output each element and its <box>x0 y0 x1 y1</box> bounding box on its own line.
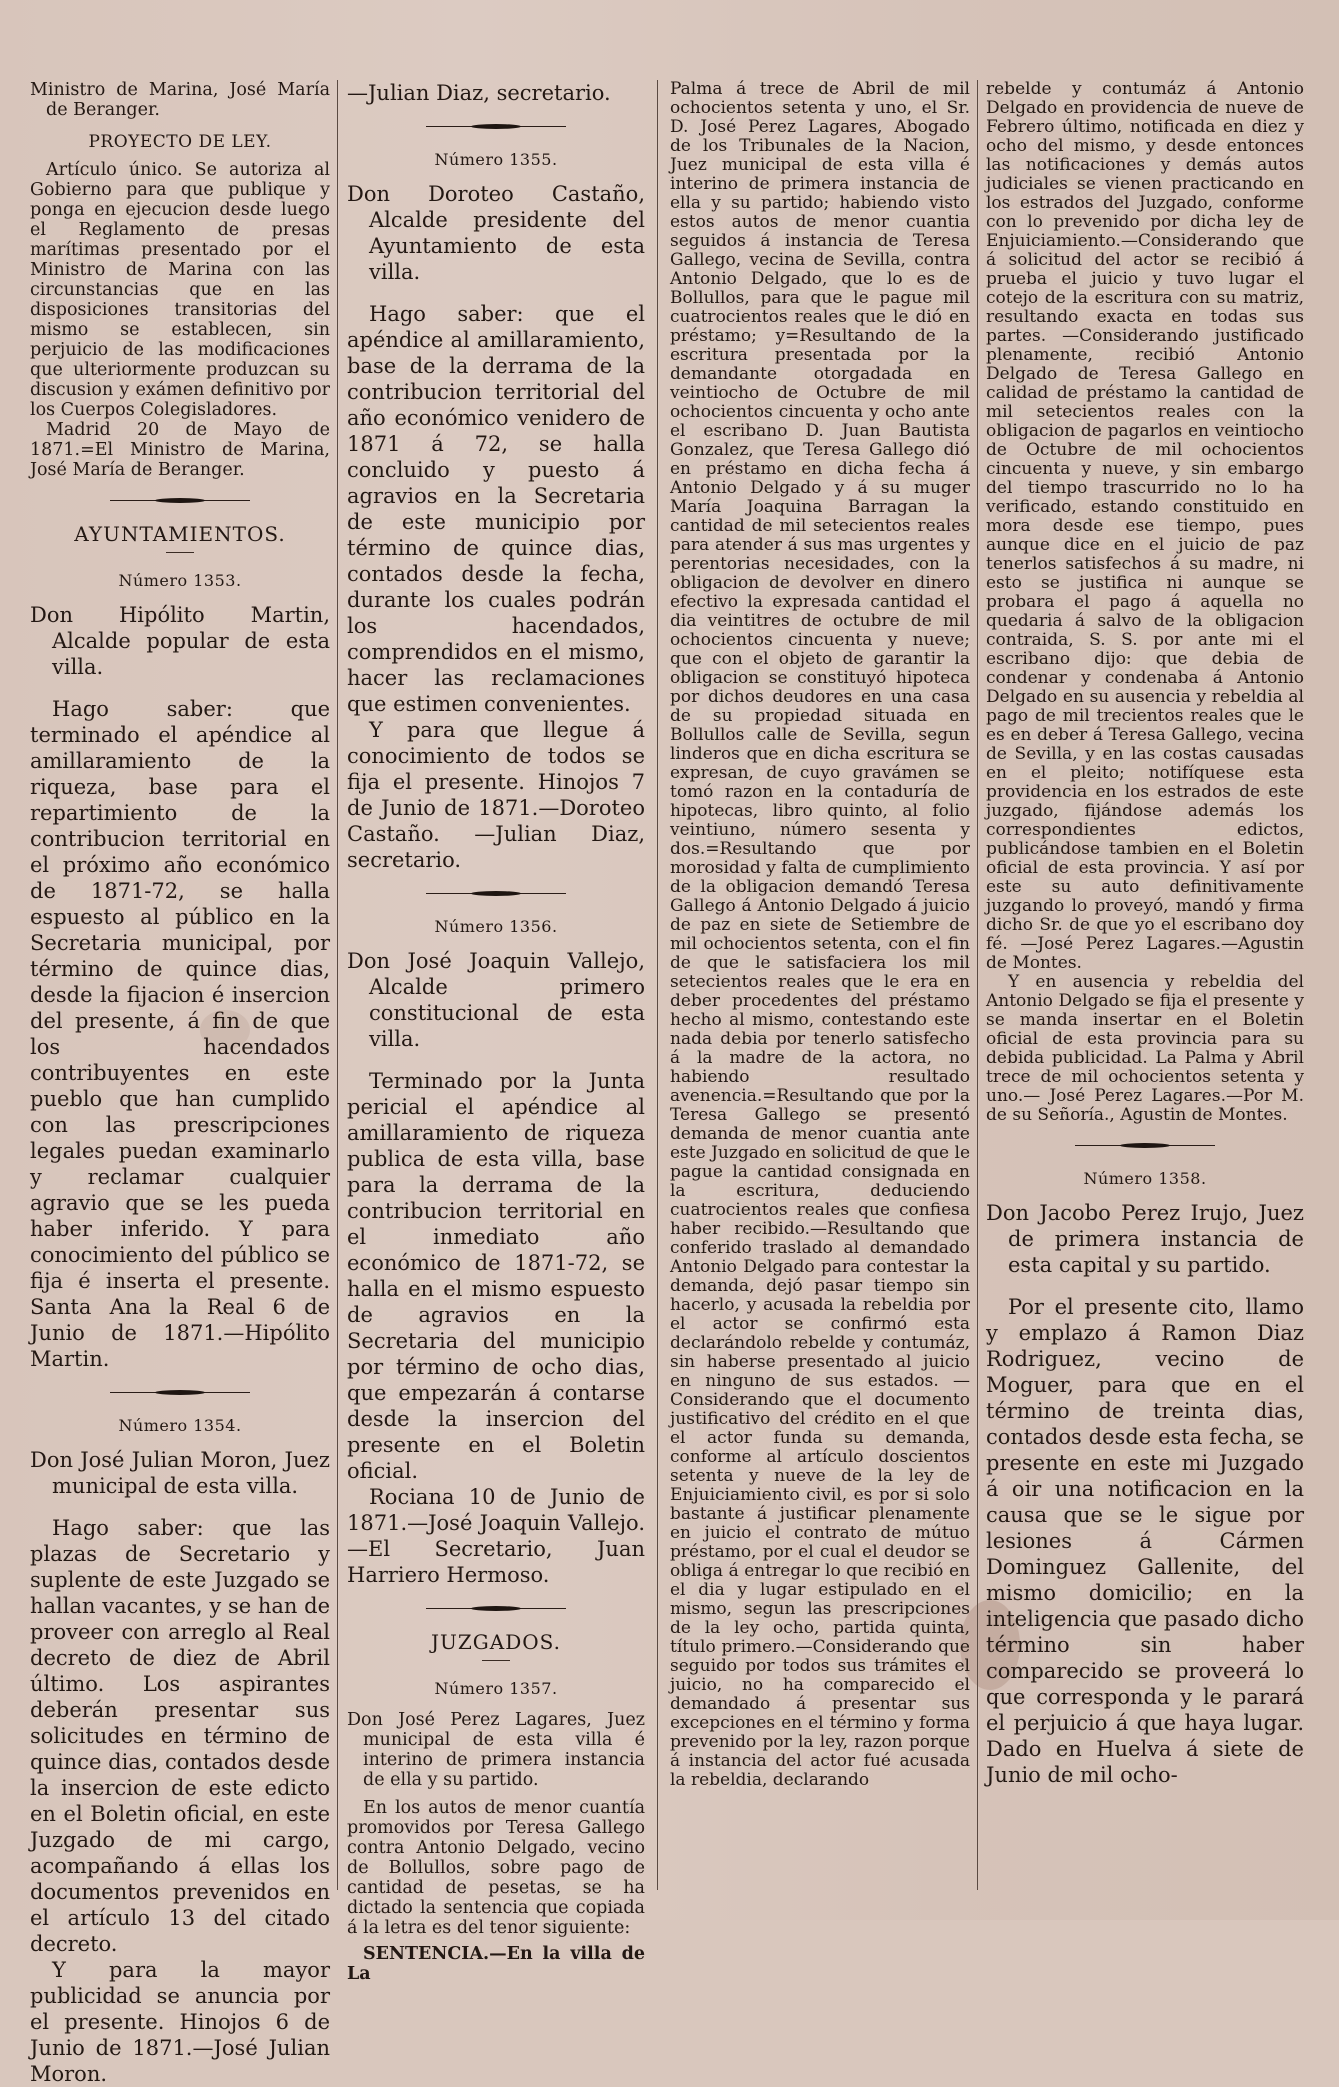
notice-number: Número 1354. <box>118 1416 242 1435</box>
column-rule <box>657 80 658 1890</box>
notice-number: Número 1356. <box>434 917 558 936</box>
text-paragraph: Madrid 20 de Mayo de 1871.=El Ministro de Marina, José María de Beranger. <box>30 420 330 480</box>
notice-heading: Don Jacobo Perez Irujo, Juez de primera instancia de esta capital y su partido. <box>986 1201 1304 1277</box>
column-4 <box>986 80 1304 1890</box>
text-paragraph: Ministro de Marina, José María de Beranger. <box>30 80 330 120</box>
text-paragraph: Artículo único. Se autoriza al Gobierno para que publique y ponga en ejecucion desde luego el Reglamento de presas marítimas presentado por el Ministro de Marina con las circunstancias que en las disposiciones transitorias del mismo se establecen, sin perjuicio de las modificaciones que ulteriormente produzcan su discusion y exámen definitivo por los Cuerpos Colegisladores. <box>30 160 330 420</box>
column-1 <box>30 80 330 2086</box>
section-heading: PROYECTO DE LEY. <box>88 132 272 152</box>
section-heading: JUZGADOS. <box>431 1630 561 1654</box>
divider <box>166 552 194 553</box>
column-rule <box>337 80 338 1890</box>
notice-text: Y en ausencia y rebeldia del Antonio Delgado se fija el presente y se manda insertar en el Boletin oficial de esta provincia para su debida publicidad. La Palma y Abril trece de mil ochocientos setenta y uno.— José Perez Lagares.—Por M. de su Señoría., Agustin de Montes. <box>986 972 1304 1125</box>
sentence-text: Palma á trece de Abril de mil ochocientos setenta y uno, el Sr. D. José Perez Lagares, Abogado de los Tribunales de la Nacion, Juez municipal de esta villa é interino de primera instancia de ella y su partido; habiendo visto estos autos de menor cuantia seguidos á instancia de Teresa Gallego, vecina de Sevilla, contra Antonio Delgado, que lo es de Bollullos, para que le pague mil cuatrocientos reales que le dió en préstamo; y=Resultando de la escritura presentada por la demandante otorgadada en veintiocho de Octubre de mil ochocientos cincuenta y ocho ante el escribano D. Juan Bautista Gonzalez, que Teresa Gallego dió en préstamo en dicha fecha á Antonio Delgado y á su muger María Joaquina Barragan la cantidad de mil setecientos reales para atender á sus mas urgentes y perentorias necesidades, con la obligacion de devolver en dinero efectivo la expresada cantidad el dia veintitres de octubre de mil ochocientos cincuenta y nueve; que con el objeto de garantir la obligacion se constituyó hipoteca por dichos deudores en una casa de su propiedad situada en Bollullos calle de Sevilla, segun linderos que en dicha escritura se expresan, de cuyo gravámen se tomó razon en la contaduría de hipotecas, libro quinto, al folio veintiuno, número sesenta y dos.=Resultando que por morosidad y falta de cumplimiento de la obligacion demandó Teresa Gallego á Antonio Delgado á juicio de paz en siete de Setiembre de mil ochocientos setenta, con el fin de que le satisfaciera los mil setecientos reales que le era en deber procedentes del préstamo hecho al mismo, contestando este nada debia por tenerlo satisfecho á la madre de la actora, no habiendo resultado avenencia.=Resultando que por la Teresa Gallego se presentó demanda de menor cuantia ante este Juzgado en solicitud de que le pague la cantidad consignada en la escritura, deduciendo cuatrocientos reales que confiesa haber recibido.—Resultando que conferido traslado al demandado Antonio Delgado para contestar la demanda, dejó pasar tiempo sin hacerlo, y acusada la rebeldia por el actor se confirmó esta declarándolo rebelde y contumáz, sin haberse presentado al juicio en ninguno de sus estados. —Considerando que el documento justificativo del crédito en el que el actor funda su demanda, conforme al artículo doscientos setenta y nueve de la ley de Enjuiciamiento civil, es por si solo bastante á justificar plenamente en juicio el contrato de mútuo préstamo, por el cual el deudor se obliga á entregar lo que recibió en el dia y lugar estipulado en el mismo, segun las prescripciones de la ley ocho, partida quinta, título primero.—Considerando que seguido por todos sus trámites el juicio, no ha comparecido el demandado á presentar sus excepciones en el término y forma prevenido por la ley, razon porque á instancia del actor fué acusada la rebeldia, declarando <box>670 79 970 1790</box>
notice-text: En los autos de menor cuantía promovidos por Teresa Gallego contra Antonio Delgado, vecino de Bollullos, sobre pago de cantidad de pesetas, se ha dictado la sentencia que copiada á la letra es del tenor siguiente: <box>347 1798 645 1938</box>
notice-heading: Don José Perez Lagares, Juez municipal de esta villa é interino de primera instancia de ella y su partido. <box>347 1710 645 1790</box>
ornament-rule <box>347 1604 645 1614</box>
notice-text: Por el presente cito, llamo y emplazo á Ramon Diaz Rodriguez, vecino de Moguer, para que en el término de treinta dias, contados desde esta fecha, se presente en este mi Juzgado á oir una notificacion en la causa que se le sigue por lesiones á Cármen Dominguez Gallenite, del mismo domicilio; en la inteligencia que pasado dicho término sin haber comparecido se proveerá lo que corresponda y le parará el perjuicio á que haya lugar. Dado en Huelva á siete de Junio de mil ocho- <box>986 1295 1304 1787</box>
divider <box>482 1660 510 1661</box>
ornament-rule <box>986 1141 1304 1151</box>
ornament-rule <box>347 122 645 132</box>
notice-text: Hago saber: que terminado el apéndice al amillaramiento de la riqueza, base para el repartimiento de la contribucion territorial en el próximo año económico de 1871-72, se halla espuesto al público en la Secretaria municipal, por término de quince dias, desde la fijacion é insercion del presente, á fin de que los hacendados contribuyentes en este pueblo que han cumplido con las prescripciones legales puedan examinarlo y reclamar cualquier agravio que se les pueda haber inferido. Y para conocimiento del público se fija é inserta el presente. Santa Ana la Real 6 de Junio de 1871.—Hipólito Martin. <box>30 697 330 1371</box>
notice-heading: Don José Julian Moron, Juez municipal de esta villa. <box>30 1448 330 1498</box>
notice-text: Y para la mayor publicidad se anuncia por el presente. Hinojos 6 de Junio de 1871.—José Julian Moron. <box>30 1958 330 2086</box>
notice-number: Número 1353. <box>118 571 242 590</box>
notice-number: Número 1358. <box>1083 1169 1207 1188</box>
ornament-rule <box>30 1388 330 1398</box>
signature-line: —Julian Diaz, secretario. <box>347 81 611 105</box>
notice-heading: Don Hipólito Martin, Alcalde popular de esta villa. <box>30 603 330 679</box>
section-heading: AYUNTAMIENTOS. <box>74 522 286 546</box>
notice-heading: Don José Joaquin Vallejo, Alcalde primero constitucional de esta villa. <box>347 949 645 1051</box>
column-2 <box>347 80 645 1984</box>
notice-text: Hago saber: que el apéndice al amillaramiento, base de la derrama de la contribucion territorial del año económico venidero de 1871 á 72, se halla concluido y puesto á agravios en la Secretaria de este municipio por término de quince dias, contados desde la fecha, durante los cuales podrán los hacendados, comprendidos en el mismo, hacer las reclamaciones que estimen convenientes. <box>347 302 645 716</box>
notice-number: Número 1357. <box>434 1679 558 1698</box>
notice-text: Y para que llegue á conocimiento de todos se fija el presente. Hinojos 7 de Junio de 1871.—Doroteo Castaño. —Julian Diaz, secretario. <box>347 718 645 872</box>
notice-text: Hago saber: que las plazas de Secretario y suplente de este Juzgado se hallan vacantes, y se han de proveer con arreglo al Real decreto de diez de Abril último. Los aspirantes deberán presentar sus solicitudes en término de quince dias, contados desde la insercion de este edicto en el Boletin oficial, en este Juzgado de mi cargo, acompañando á ellas los documentos prevenidos en el artículo 13 del citado decreto. <box>30 1516 330 1956</box>
ornament-rule <box>347 889 645 899</box>
ornament-rule <box>30 496 330 506</box>
column-rule <box>977 80 978 1890</box>
notice-text: Terminado por la Junta pericial el apéndice al amillaramiento de riqueza publica de esta villa, base para la derrama de la contribucion territorial en el inmediato año económico de 1871-72, se halla en el mismo espuesto de agravios en la Secretaria del municipio por término de ocho dias, que empezarán á contarse desde la insercion del presente en el Boletin oficial. <box>347 1069 645 1483</box>
notice-number: Número 1355. <box>434 150 558 169</box>
notice-text: Rociana 10 de Junio de 1871.—José Joaquin Vallejo. —El Secretario, Juan Harriero Hermoso. <box>347 1485 645 1587</box>
sentence-text: rebelde y contumáz á Antonio Delgado en providencia de nueve de Febrero último, notificada en diez y ocho del mismo, y desde entonces las notificaciones y demás autos judiciales se vienen practicando en los estrados del Juzgado, conforme con lo prevenido por dicha ley de Enjuiciamiento.—Considerando que á solicitud del actor se recibió á prueba el juicio y tuvo lugar el cotejo de la escritura con su matriz, resultando exacta en todas sus partes. —Considerando justificado plenamente, recibió Antonio Delgado de Teresa Gallego en calidad de préstamo la cantidad de mil setecientos reales con la obligacion de pagarlos en veintiocho de Octubre de mil ochocientos cincuenta y nueve, y sin embargo del tiempo trascurrido no lo ha verificado, estando constituido en mora desde ese tiempo, pues aunque dice en el juicio de paz tenerlos satisfechos á su madre, ni esto se justifica ni aunque se probara el pago á aquella no quedaria á salvo de la obligacion contraida, S. S. por ante mi el escribano dijo: que debia de condenar y condenaba á Antonio Delgado en su ausencia y rebeldia al pago de mil trecientos reales que le es en deber á Teresa Gallego, vecina de Sevilla, y en las costas causadas en el pleito; notifíquese esta providencia en los estrados de este juzgado, fijándose además los correspondientes edictos, publicándose tambien en el Boletin oficial de esta provincia. Y así por este su auto definitivamente juzgando lo proveyó, mandó y firma dicho Sr. de que yo el escribano doy fé. —José Perez Lagares.—Agustin de Montes. <box>986 79 1304 973</box>
notice-text: SENTENCIA.—En la villa de La <box>347 1944 645 1984</box>
notice-heading: Don Doroteo Castaño, Alcalde presidente del Ayuntamiento de esta villa. <box>347 182 645 284</box>
column-3 <box>670 80 970 1890</box>
